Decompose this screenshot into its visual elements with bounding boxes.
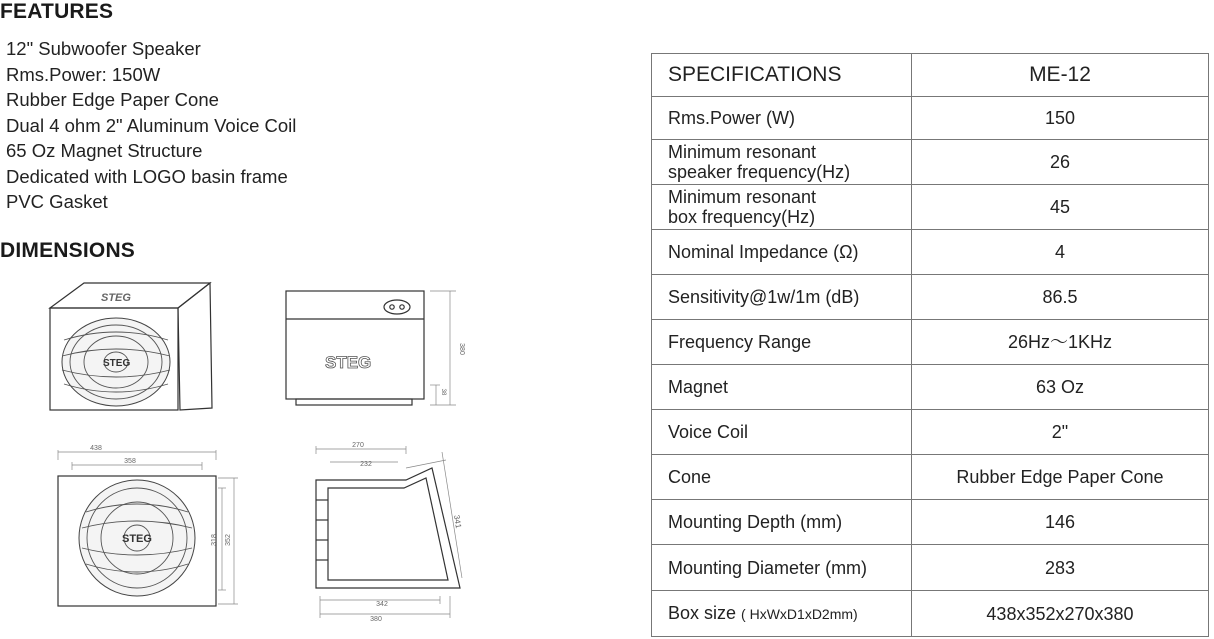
feature-item: Rms.Power: 150W — [6, 63, 161, 85]
table-row — [652, 230, 1209, 275]
spec-label: Mounting Diameter (mm) — [652, 545, 912, 591]
spec-value: 150 — [912, 97, 1209, 140]
front-view-drawing — [52, 440, 252, 630]
spec-value: Rubber Edge Paper Cone — [912, 455, 1209, 500]
side-foot-label: 38 — [440, 388, 446, 396]
spec-label: Frequency Range — [652, 320, 912, 365]
front-height-inner-label: 318 — [211, 534, 218, 546]
spec-value: 26 — [912, 140, 1209, 185]
spec-value: 283 — [912, 545, 1209, 591]
spec-value: 26Hz～1KHz — [912, 320, 1209, 365]
table-row — [652, 500, 1209, 545]
section-view-drawing — [310, 440, 470, 630]
spec-label-line: Minimum resonant — [668, 142, 817, 162]
front-width-outer-label: 438 — [90, 445, 102, 452]
dimensions-heading: DIMENSIONS — [0, 239, 136, 262]
side-logo: STEG — [325, 353, 372, 372]
feature-list — [6, 36, 296, 215]
spec-value: 438x352x270x380 — [912, 591, 1209, 637]
spec-label: Nominal Impedance (Ω) — [652, 230, 912, 275]
spec-label — [652, 591, 912, 637]
section-depth-outer-label: 270 — [352, 442, 364, 449]
spec-value: 45 — [912, 185, 1209, 230]
spec-label-line: Minimum resonant — [668, 187, 817, 207]
spec-label: Voice Coil — [652, 410, 912, 455]
spec-label: Magnet — [652, 365, 912, 410]
table-row — [652, 320, 1209, 365]
feature-item: Dual 4 ohm 2" Aluminum Voice Coil — [6, 114, 297, 136]
table-row — [652, 97, 1209, 140]
feature-item: Dedicated with LOGO basin frame — [6, 165, 288, 187]
spec-label-main: Box size — [668, 603, 737, 623]
grille-logo: STEG — [103, 358, 131, 369]
table-row — [652, 365, 1209, 410]
feature-item: 65 Oz Magnet Structure — [6, 140, 203, 161]
spec-label — [652, 140, 912, 185]
spec-value: 86.5 — [912, 275, 1209, 320]
table-row — [652, 275, 1209, 320]
section-slant-label: 341 — [451, 514, 463, 529]
table-header-row — [652, 54, 1209, 97]
feature-item: Rubber Edge Paper Cone — [6, 89, 219, 110]
spec-label: Mounting Depth (mm) — [652, 500, 912, 545]
front-logo: STEG — [122, 533, 152, 545]
section-bottom-inner-label: 342 — [376, 601, 388, 608]
spec-label: Rms.Power (W) — [652, 97, 912, 140]
side-height-label: 380 — [458, 343, 465, 355]
spec-label: Cone — [652, 455, 912, 500]
features-heading: FEATURES — [0, 0, 114, 23]
table-row — [652, 455, 1209, 500]
spec-label — [652, 185, 912, 230]
table-row — [652, 140, 1209, 185]
spec-label-line: box frequency(Hz) — [668, 207, 816, 227]
box-logo: STEG — [101, 292, 131, 304]
spec-value: 63 Oz — [912, 365, 1209, 410]
spec-value: 4 — [912, 230, 1209, 275]
feature-item: 12" Subwoofer Speaker — [6, 38, 201, 59]
perspective-view-drawing — [40, 278, 220, 418]
spec-label: Sensitivity@1w/1m (dB) — [652, 275, 912, 320]
table-row — [652, 591, 1209, 637]
feature-item: PVC Gasket — [6, 191, 108, 212]
spec-header-label: SPECIFICATIONS — [652, 54, 912, 97]
table-row — [652, 545, 1209, 591]
spec-label-line: speaker frequency(Hz) — [668, 162, 851, 182]
section-depth-inner-label: 232 — [360, 461, 372, 468]
spec-value: 2" — [912, 410, 1209, 455]
spec-header-model: ME-12 — [912, 54, 1209, 97]
side-view-drawing — [280, 287, 470, 417]
front-height-outer-label: 352 — [225, 534, 232, 546]
table-row — [652, 185, 1209, 230]
spec-label-unit: ( HxWxD1xD2mm) — [741, 606, 858, 622]
section-bottom-outer-label: 380 — [370, 616, 382, 623]
front-width-inner-label: 358 — [124, 458, 136, 465]
table-row — [652, 410, 1209, 455]
spec-value: 146 — [912, 500, 1209, 545]
specifications-table — [651, 53, 1209, 637]
